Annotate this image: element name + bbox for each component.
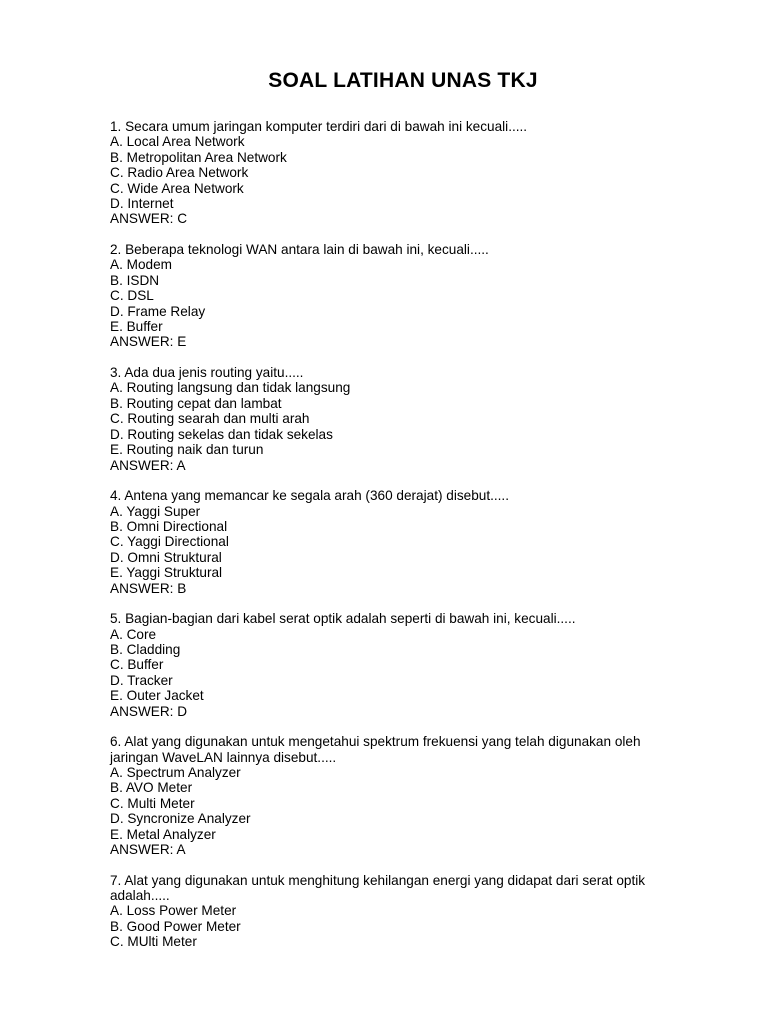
answer-option: B. Omni Directional (110, 518, 228, 534)
answer-option: B. ISDN (110, 272, 160, 288)
document-title: SOAL LATIHAN UNAS TKJ (268, 69, 538, 92)
answer-key: ANSWER: D (110, 703, 188, 719)
question-item (110, 488, 700, 596)
answer-option: E. Metal Analyzer (110, 826, 216, 842)
answer-option: E. Routing naik dan turun (110, 442, 264, 458)
answer-option: C. MUlti Meter (110, 934, 197, 950)
answer-option: A. Loss Power Meter (110, 903, 237, 919)
answer-option: C. Wide Area Network (110, 180, 244, 196)
answer-option: D. Frame Relay (110, 303, 206, 319)
question-prompt: 7. Alat yang digunakan untuk menghitung kehilangan energi yang didapat dari serat optik (110, 872, 646, 888)
question-item (110, 611, 700, 719)
question-item (110, 873, 700, 950)
answer-option: E. Yaggi Struktural (110, 565, 223, 581)
answer-option: A. Local Area Network (110, 134, 245, 150)
question-item (110, 365, 700, 473)
answer-option: A. Core (110, 626, 157, 642)
answer-option: C. Radio Area Network (110, 165, 249, 181)
answer-option: A. Routing langsung dan tidak langsung (110, 380, 351, 396)
question-prompt: adalah..... (110, 888, 170, 903)
answer-option: C. Routing searah dan multi arah (110, 411, 310, 427)
question-prompt: 2. Beberapa teknologi WAN antara lain di bawah ini, kecuali..... (110, 242, 489, 258)
answer-key: ANSWER: A (110, 457, 186, 473)
question-item (110, 119, 700, 227)
answer-option: B. Routing cepat dan lambat (110, 395, 282, 411)
answer-option: A. Modem (110, 257, 172, 273)
answer-option: A. Yaggi Super (110, 503, 201, 519)
answer-option: B. AVO Meter (110, 780, 193, 796)
answer-option: C. Multi Meter (110, 795, 195, 811)
question-item (110, 242, 700, 350)
answer-option: D. Syncronize Analyzer (110, 811, 251, 827)
answer-option: E. Outer Jacket (110, 688, 204, 704)
question-item (110, 734, 700, 857)
answer-option: D. Tracker (110, 672, 173, 688)
question-prompt: 5. Bagian-bagian dari kabel serat optik adalah seperti di bawah ini, kecuali..... (110, 611, 576, 627)
answer-option: C. DSL (110, 288, 154, 304)
answer-option: E. Buffer (110, 319, 163, 335)
question-prompt: jaringan WaveLAN lainnya disebut..... (110, 749, 337, 765)
answer-option: B. Cladding (110, 641, 181, 657)
answer-key: ANSWER: B (110, 580, 187, 596)
answer-option: C. Yaggi Directional (110, 534, 229, 550)
question-prompt: 1. Secara umum jaringan komputer terdiri dari di bawah ini kecuali..... (110, 119, 528, 134)
answer-option: B. Metropolitan Area Network (110, 149, 287, 165)
answer-option: A. Spectrum Analyzer (110, 764, 241, 780)
answer-option: C. Buffer (110, 657, 164, 673)
question-prompt: 6. Alat yang digunakan untuk mengetahui spektrum frekuensi yang telah digunakan oleh (110, 734, 641, 750)
answer-option: D. Routing sekelas dan tidak sekelas (110, 426, 333, 442)
question-list (110, 119, 700, 965)
answer-key: ANSWER: C (110, 211, 188, 227)
question-prompt: 4. Antena yang memancar ke segala arah (360 derajat) disebut..... (110, 488, 509, 504)
answer-key: ANSWER: E (110, 334, 187, 350)
answer-key: ANSWER: A (110, 842, 186, 857)
answer-option: B. Good Power Meter (110, 918, 241, 934)
answer-option: D. Omni Struktural (110, 549, 222, 565)
question-prompt: 3. Ada dua jenis routing yaitu..... (110, 365, 304, 381)
answer-option: D. Internet (110, 196, 174, 212)
